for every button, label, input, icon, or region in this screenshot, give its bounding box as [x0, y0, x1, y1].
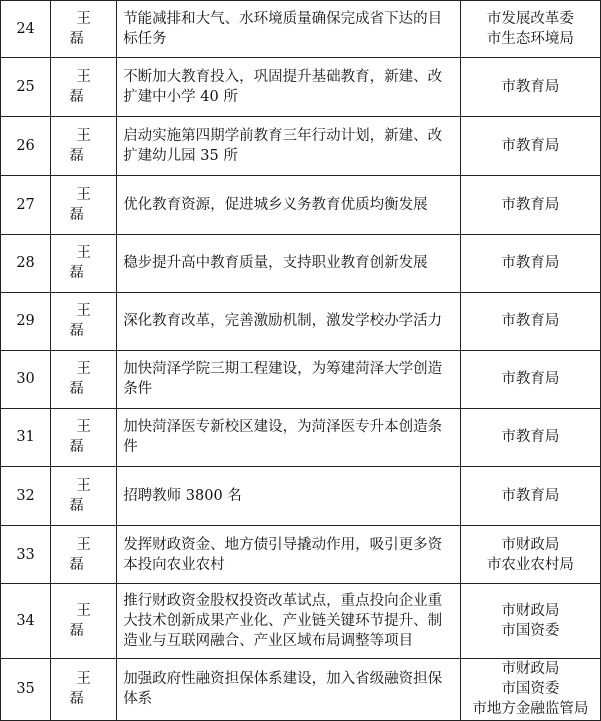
lead-departments	[460, 658, 600, 720]
table-row	[1, 58, 601, 117]
row-number: 34	[1, 584, 51, 658]
task-description: 节能减排和大气、水环境质量确保完成省下达的目标任务	[117, 1, 461, 58]
table-row	[1, 658, 601, 720]
responsible-person: 王磊	[51, 1, 117, 58]
task-description: 优化教育资源，促进城乡义务教育优质均衡发展	[117, 176, 461, 234]
responsible-person: 王磊	[51, 408, 117, 466]
table-row	[1, 234, 601, 292]
department-name: 市财政局	[501, 536, 560, 553]
row-number: 27	[1, 176, 51, 234]
department-name: 市国资委	[501, 681, 560, 698]
responsible-person: 王磊	[51, 584, 117, 658]
department-name: 市财政局	[501, 661, 560, 678]
task-description: 加快菏泽医专新校区建设，为菏泽医专升本创造条件	[117, 408, 461, 466]
responsible-person: 王磊	[51, 176, 117, 234]
table-row	[1, 408, 601, 466]
task-description: 推行财政资金股权投资改革试点，重点投向企业重大技术创新成果产业化、产业链关键环节提升、制造业与互联网融合、产业区域布局调整等项目	[117, 584, 461, 658]
department-name: 市教育局	[501, 255, 560, 272]
responsible-person: 王磊	[51, 467, 117, 526]
responsible-person: 王磊	[51, 234, 117, 292]
table-row	[1, 176, 601, 234]
department-name: 市教育局	[501, 371, 560, 388]
responsible-person: 王磊	[51, 526, 117, 584]
table-row	[1, 117, 601, 176]
task-description: 深化教育改革，完善激励机制，激发学校办学活力	[117, 292, 461, 350]
table-row	[1, 292, 601, 350]
row-number: 29	[1, 292, 51, 350]
task-description: 启动实施第四期学前教育三年行动计划，新建、改扩建幼儿园 35 所	[117, 117, 461, 176]
lead-departments	[460, 58, 600, 117]
row-number: 26	[1, 117, 51, 176]
lead-departments	[460, 1, 600, 58]
responsible-person: 王磊	[51, 117, 117, 176]
responsible-person: 王磊	[51, 658, 117, 720]
task-description: 加快菏泽学院三期工程建设，为筹建菏泽大学创造条件	[117, 350, 461, 408]
task-description: 稳步提升高中教育质量，支持职业教育创新发展	[117, 234, 461, 292]
lead-departments	[460, 467, 600, 526]
responsible-person: 王磊	[51, 58, 117, 117]
row-number: 25	[1, 58, 51, 117]
table-row	[1, 467, 601, 526]
lead-departments	[460, 584, 600, 658]
task-description: 加强政府性融资担保体系建设，加入省级融资担保体系	[117, 658, 461, 720]
responsible-person: 王磊	[51, 350, 117, 408]
row-number: 33	[1, 526, 51, 584]
department-name: 市教育局	[501, 79, 560, 96]
department-name: 市农业农村局	[486, 556, 574, 573]
lead-departments	[460, 526, 600, 584]
responsible-person: 王磊	[51, 292, 117, 350]
row-number: 30	[1, 350, 51, 408]
lead-departments	[460, 117, 600, 176]
task-table-body	[1, 1, 601, 721]
lead-departments	[460, 234, 600, 292]
department-name: 市教育局	[501, 196, 560, 213]
department-name: 市教育局	[501, 138, 560, 155]
lead-departments	[460, 350, 600, 408]
row-number: 31	[1, 408, 51, 466]
department-name: 市生态环境局	[486, 31, 574, 48]
row-number: 35	[1, 658, 51, 720]
table-row	[1, 1, 601, 58]
row-number: 24	[1, 1, 51, 58]
department-name: 市国资委	[501, 623, 560, 639]
row-number: 28	[1, 234, 51, 292]
lead-departments	[460, 176, 600, 234]
row-number: 32	[1, 467, 51, 526]
table-row	[1, 526, 601, 584]
table-row	[1, 350, 601, 408]
table-row	[1, 584, 601, 658]
lead-departments	[460, 292, 600, 350]
department-name: 市地方金融监管局	[472, 701, 589, 718]
task-description: 不断加大教育投入，巩固提升基础教育，新建、改扩建中小学 40 所	[117, 58, 461, 117]
task-description: 发挥财政资金、地方债引导撬动作用，吸引更多资本投向农业农村	[117, 526, 461, 584]
lead-departments	[460, 408, 600, 466]
department-name: 市教育局	[501, 488, 560, 505]
department-name: 市财政局	[501, 603, 560, 619]
task-description: 招聘教师 3800 名	[117, 467, 461, 526]
department-name: 市教育局	[501, 429, 560, 446]
department-name: 市教育局	[501, 313, 560, 330]
department-name: 市发展改革委	[486, 11, 574, 28]
